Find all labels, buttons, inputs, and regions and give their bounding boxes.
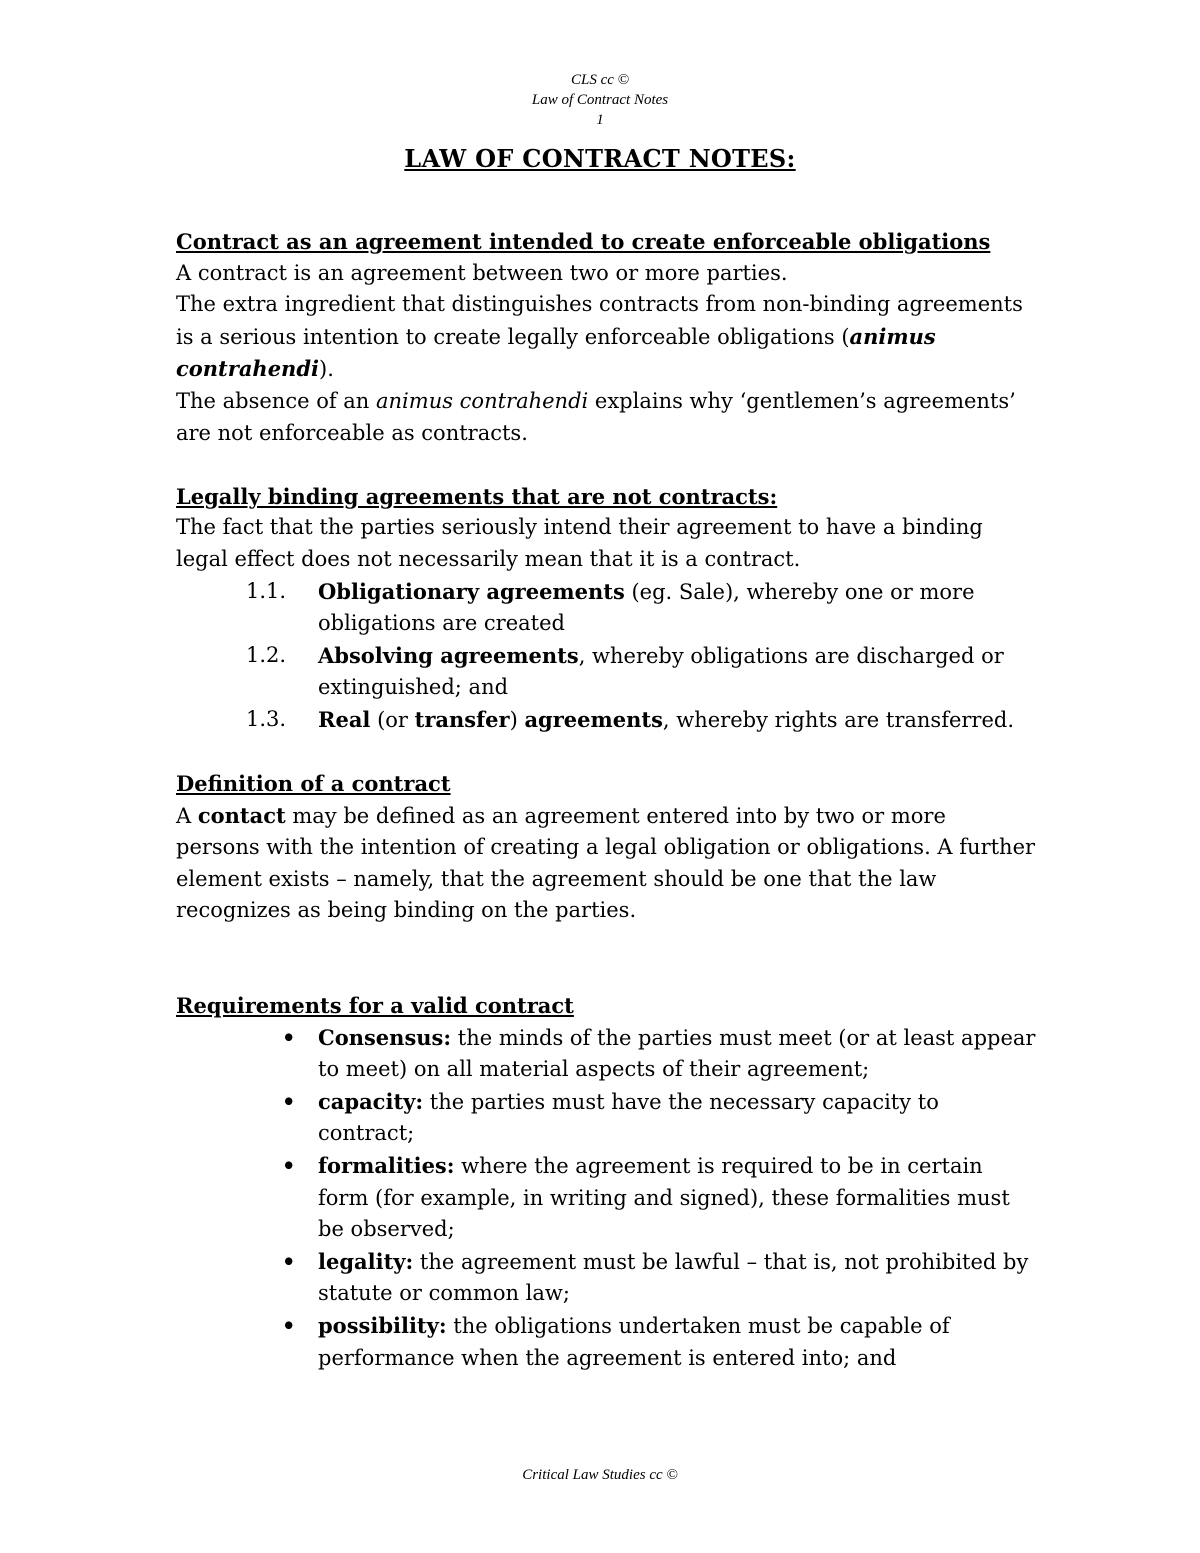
list-item-text: the parties must have the necessary capacity to contract; bbox=[318, 1089, 939, 1146]
paragraph: A contract is an agreement between two or more parties. bbox=[176, 260, 788, 285]
paragraph-text: explains why ‘gentlemen’s agreements’ are not enforceable as contracts. bbox=[176, 388, 1016, 445]
list-item bbox=[176, 1086, 1036, 1150]
document-body bbox=[176, 226, 1036, 1374]
list-item bbox=[176, 1022, 1036, 1086]
paragraph bbox=[176, 800, 1036, 927]
spacer bbox=[176, 927, 1036, 990]
header-page-number: 1 bbox=[596, 112, 604, 128]
bullet-icon: • bbox=[282, 1088, 296, 1114]
latin-term: animus contrahendi bbox=[176, 323, 936, 382]
list-item bbox=[176, 1310, 1036, 1374]
list-item-text: ) bbox=[509, 707, 525, 732]
list-item-text: where the agreement is required to be in certain form (for example, in writing and signed), these formalities must be observed; bbox=[318, 1154, 1010, 1242]
header-company: CLS cc © bbox=[570, 72, 630, 88]
list-item-term: possibility: bbox=[318, 1313, 447, 1338]
list-item-text: the obligations undertaken must be capable of performance when the agreement is entered into; and bbox=[318, 1314, 950, 1370]
page-footer: Critical Law Studies cc © bbox=[522, 1467, 678, 1483]
bullet-list bbox=[176, 1022, 1036, 1375]
list-item-term: transfer bbox=[414, 706, 510, 732]
list-item-term: Consensus: bbox=[318, 1024, 452, 1050]
list-item-term: Real bbox=[318, 706, 371, 732]
list-item bbox=[176, 1246, 1036, 1310]
list-item-text: (eg. Sale), whereby one or more obligations are created bbox=[318, 579, 975, 636]
list-item-term: legality: bbox=[318, 1248, 414, 1274]
list-item-number: 1.3. bbox=[246, 706, 287, 731]
list-item-term: formalities: bbox=[318, 1153, 455, 1179]
bullet-icon: • bbox=[282, 1153, 296, 1179]
list-item-term: agreements bbox=[524, 706, 663, 732]
paragraph-text: The extra ingredient that distinguishes contracts from non-binding agreements is a serious intention to create legally enforceable obligations ( bbox=[176, 292, 1023, 349]
spacer bbox=[176, 449, 1036, 481]
list-item-text: the agreement must be lawful – that is, not prohibited by statute or common law; bbox=[318, 1249, 1029, 1306]
bullet-icon: • bbox=[282, 1248, 296, 1274]
paragraph-text: may be defined as an agreement entered into by two or more persons with the intention of creating a legal obligation or obligations. A further element exists – namely, that the agreement should be one that the law recognizes as being binding on the parties. bbox=[176, 803, 1036, 923]
list-item-term: Obligationary agreements bbox=[318, 578, 625, 604]
list-item-text: (or bbox=[370, 707, 415, 732]
list-item bbox=[176, 640, 1036, 704]
list-item bbox=[176, 1150, 1036, 1246]
paragraph bbox=[176, 289, 1036, 386]
list-item-text: the minds of the parties must meet (or at least appear to meet) on all material aspects of their agreement; bbox=[318, 1025, 1036, 1082]
numbered-list bbox=[176, 576, 1036, 737]
section-heading-definition: Definition of a contract bbox=[176, 771, 451, 797]
paragraph bbox=[176, 386, 1036, 449]
section-heading-requirements: Requirements for a valid contract bbox=[176, 993, 574, 1019]
latin-term: animus contrahendi bbox=[376, 388, 589, 413]
bullet-icon: • bbox=[282, 1313, 296, 1338]
section-heading-contract-as-agreement: Contract as an agreement intended to create enforceable obligations bbox=[176, 229, 991, 254]
list-item-number: 1.2. bbox=[246, 642, 287, 667]
paragraph-text: A bbox=[176, 803, 198, 828]
paragraph-text: ). bbox=[319, 357, 334, 382]
page-header bbox=[0, 70, 1200, 130]
header-document-name: Law of Contract Notes bbox=[531, 92, 669, 108]
list-item-term: capacity: bbox=[318, 1088, 424, 1114]
list-item bbox=[176, 704, 1036, 737]
list-item-text: , whereby obligations are discharged or extinguished; and bbox=[318, 643, 1004, 700]
paragraph: The fact that the parties seriously intend their agreement to have a binding legal effect does not necessarily mean that it is a contract. bbox=[176, 515, 983, 571]
section-heading-legally-binding-agreements: Legally binding agreements that are not contracts: bbox=[176, 483, 778, 509]
spacer bbox=[176, 737, 1036, 769]
list-item-term: Absolving agreements bbox=[318, 642, 579, 668]
list-item-number: 1.1. bbox=[246, 578, 287, 603]
defined-term: contact bbox=[197, 802, 286, 828]
list-item bbox=[176, 576, 1036, 640]
bullet-icon: • bbox=[282, 1024, 296, 1050]
paragraph-text: The absence of an bbox=[176, 388, 377, 413]
document-title: LAW OF CONTRACT NOTES: bbox=[404, 144, 796, 173]
list-item-text: , whereby rights are transferred. bbox=[662, 707, 1015, 732]
